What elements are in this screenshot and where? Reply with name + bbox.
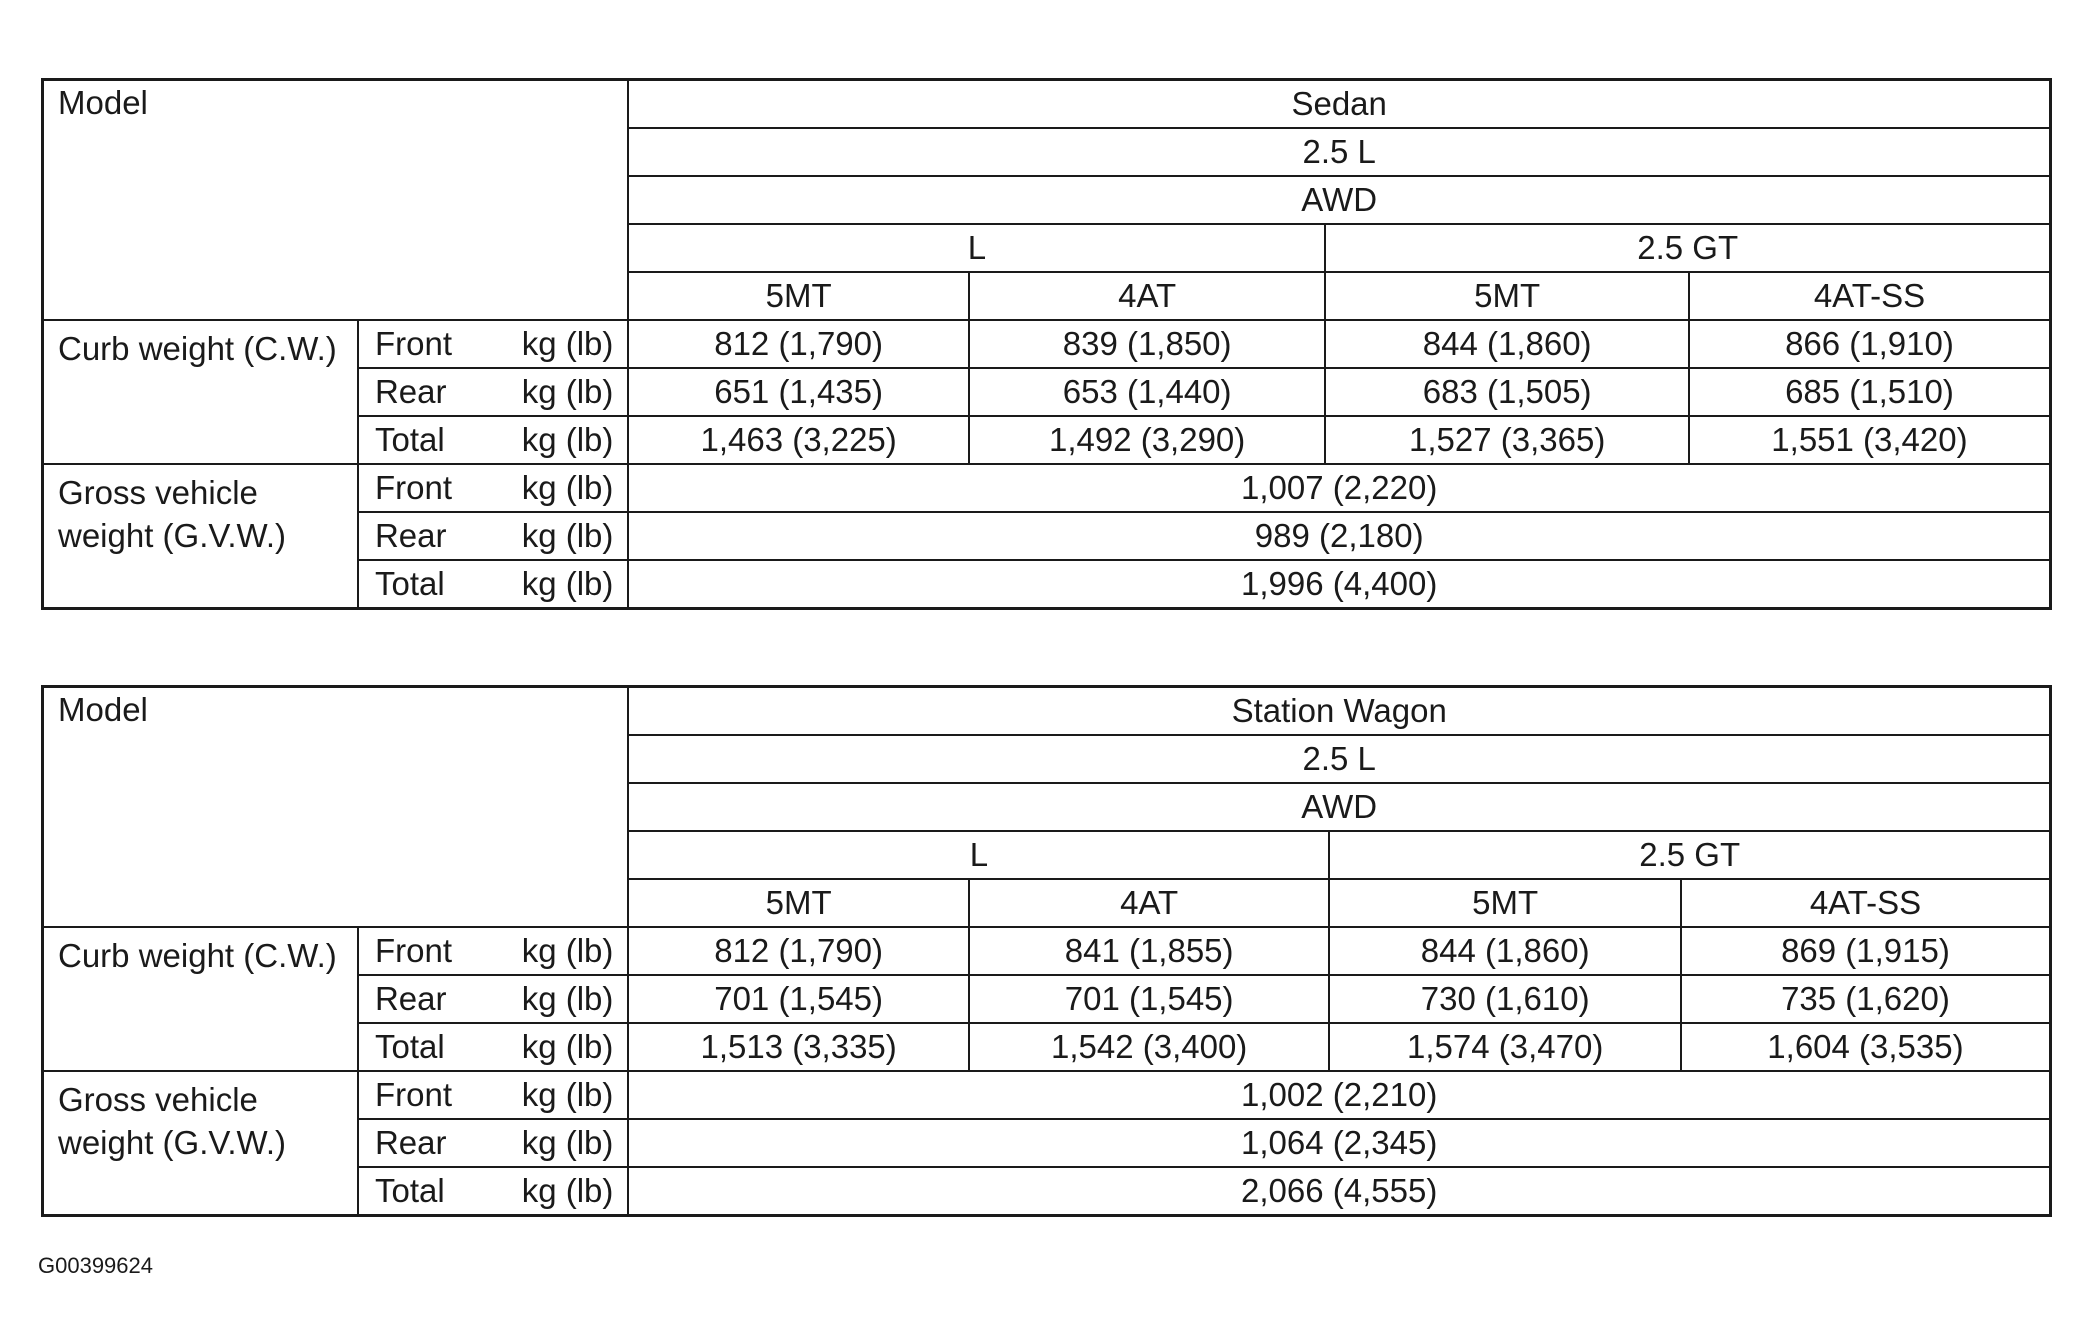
curb-weight-label: Curb weight (C.W.) [43,927,358,1071]
drive-type: AWD [628,783,2050,831]
position-label: Front [358,927,498,975]
weight-cell: 1,574 (3,470) [1329,1023,1681,1071]
wagon-spec-table [41,685,2052,1217]
unit-label: kg (lb) [498,464,628,512]
unit-label: kg (lb) [498,416,628,464]
engine: 2.5 L [628,735,2050,783]
grade-gt: 2.5 GT [1325,224,2050,272]
transmission-header: 5MT [1329,879,1681,927]
gross-weight-cell: 989 (2,180) [628,512,2050,560]
gross-weight-cell: 2,066 (4,555) [628,1167,2050,1216]
gross-weight-cell: 1,007 (2,220) [628,464,2050,512]
weight-cell: 812 (1,790) [628,320,969,368]
weight-cell: 1,463 (3,225) [628,416,969,464]
weight-cell: 869 (1,915) [1681,927,2051,975]
weight-cell: 651 (1,435) [628,368,969,416]
transmission-header: 4AT-SS [1681,879,2051,927]
curb-weight-label: Curb weight (C.W.) [43,320,358,464]
weight-cell: 683 (1,505) [1325,368,1689,416]
weight-cell: 844 (1,860) [1325,320,1689,368]
weight-cell: 653 (1,440) [969,368,1326,416]
unit-label: kg (lb) [498,1071,628,1119]
weight-cell: 701 (1,545) [628,975,969,1023]
weight-cell: 866 (1,910) [1689,320,2051,368]
position-label: Front [358,1071,498,1119]
engine: 2.5 L [628,128,2050,176]
grade-l: L [628,831,1329,879]
drive-type: AWD [628,176,2050,224]
transmission-header: 5MT [1325,272,1689,320]
transmission-header: 4AT [969,272,1326,320]
position-label: Total [358,560,498,609]
transmission-header: 5MT [628,879,969,927]
weight-cell: 1,513 (3,335) [628,1023,969,1071]
unit-label: kg (lb) [498,1167,628,1216]
gross-weight-cell: 1,996 (4,400) [628,560,2050,609]
weight-cell: 839 (1,850) [969,320,1326,368]
grade-l: L [628,224,1325,272]
sedan-spec-table [41,78,2052,610]
unit-label: kg (lb) [498,368,628,416]
position-label: Front [358,320,498,368]
position-label: Rear [358,368,498,416]
transmission-header: 4AT-SS [1689,272,2051,320]
position-label: Total [358,1023,498,1071]
position-label: Rear [358,975,498,1023]
weight-cell: 730 (1,610) [1329,975,1681,1023]
weight-cell: 1,542 (3,400) [969,1023,1330,1071]
unit-label: kg (lb) [498,1023,628,1071]
position-label: Total [358,416,498,464]
transmission-header: 5MT [628,272,969,320]
position-label: Rear [358,1119,498,1167]
grade-gt: 2.5 GT [1329,831,2050,879]
gross-weight-cell: 1,002 (2,210) [628,1071,2050,1119]
weight-cell: 812 (1,790) [628,927,969,975]
weight-cell: 1,492 (3,290) [969,416,1326,464]
model-header: Model [43,687,629,928]
gross-weight-cell: 1,064 (2,345) [628,1119,2050,1167]
weight-cell: 701 (1,545) [969,975,1330,1023]
position-label: Rear [358,512,498,560]
gross-weight-label: Gross vehicle weight (G.V.W.) [43,1071,358,1216]
weight-cell: 841 (1,855) [969,927,1330,975]
position-label: Total [358,1167,498,1216]
unit-label: kg (lb) [498,975,628,1023]
weight-cell: 1,551 (3,420) [1689,416,2051,464]
transmission-header: 4AT [969,879,1330,927]
weight-cell: 735 (1,620) [1681,975,2051,1023]
model-header: Model [43,80,629,321]
unit-label: kg (lb) [498,320,628,368]
unit-label: kg (lb) [498,1119,628,1167]
figure-code: G00399624 [38,1253,153,1278]
weight-cell: 1,527 (3,365) [1325,416,1689,464]
unit-label: kg (lb) [498,927,628,975]
weight-cell: 844 (1,860) [1329,927,1681,975]
weight-cell: 1,604 (3,535) [1681,1023,2051,1071]
unit-label: kg (lb) [498,560,628,609]
unit-label: kg (lb) [498,512,628,560]
body-type: Sedan [628,80,2050,129]
weight-cell: 685 (1,510) [1689,368,2051,416]
gross-weight-label: Gross vehicle weight (G.V.W.) [43,464,358,609]
body-type: Station Wagon [628,687,2050,736]
position-label: Front [358,464,498,512]
